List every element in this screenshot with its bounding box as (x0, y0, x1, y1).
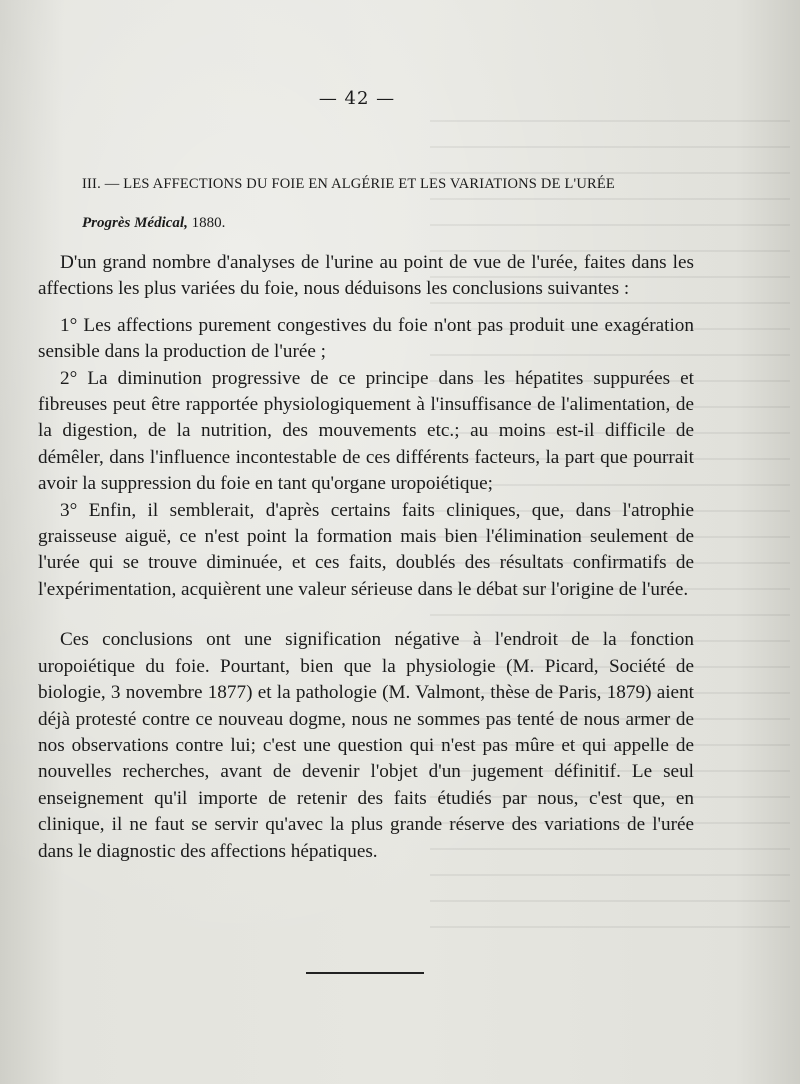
source-citation (82, 215, 225, 232)
page-number: — 42 — (318, 88, 396, 109)
end-rule-divider (306, 972, 424, 974)
paragraph-discussion: Ces conclusions ont une signification négative à l'endroit de la fonction uropoiétique du foie. Pourtant, bien que la physiologie (M. Picard, Société de biologie, 3 novembre 1877) et la pathologie (M. Valmont, thèse de Paris, 1879) aient déjà protesté contre ce nouveau dogme, nous ne sommes pas tenté de nous armer de nos observations contre lui; c'est une question qui n'est pas mûre et qui appelle de nouvelles recherches, avant de devenir l'objet d'un jugement définitif. Le seul enseignement qu'il importe de retenir des faits étudiés par nous, c'est que, en clinique, il ne faut se servir qu'avec la plus grande réserve des variations de l'urée dans le diagnostic des affections hépatiques. (38, 629, 694, 862)
section-title: III. — LES AFFECTIONS DU FOIE EN ALGÉRIE ET LES VARIATIONS DE L'URÉE (82, 176, 615, 192)
body-text (38, 250, 694, 865)
paragraph-conclusion-3: 3° Enfin, il semblerait, d'après certains faits cliniques, que, dans l'atrophie graisseuse aiguë, ce n'est point la formation mais bien l'élimination seulement de l'urée qui se trouve diminuée, et ces faits, doublés des résultats confirmatifs de l'expérimentation, acquièrent une valeur sérieuse dans le débat sur l'origine de l'urée. (38, 499, 694, 600)
paragraph-conclusion-1: 1° Les affections purement congestives du foie n'ont pas produit une exagération sensible dans la production de l'urée ; (38, 314, 694, 363)
source-journal: Progrès Médical, (82, 215, 188, 231)
source-year: 1880. (191, 215, 226, 231)
paragraph-conclusion-2: 2° La diminution progressive de ce principe dans les hépatites suppurées et fibreuses peut être rapportée physiologiquement à l'insuffisance de l'alimentation, de la digestion, de la nutrition, des mouvements etc.; au moins est-il difficile de démêler, dans l'influence incontestable de ces différents facteurs, la part que pourrait avoir la suppression du foie en tant qu'organe uropoiétique; (38, 367, 694, 495)
paragraph-intro: D'un grand nombre d'analyses de l'urine au point de vue de l'urée, faites dans les affections les plus variées du foie, nous déduisons les conclusions suivantes : (38, 252, 694, 300)
